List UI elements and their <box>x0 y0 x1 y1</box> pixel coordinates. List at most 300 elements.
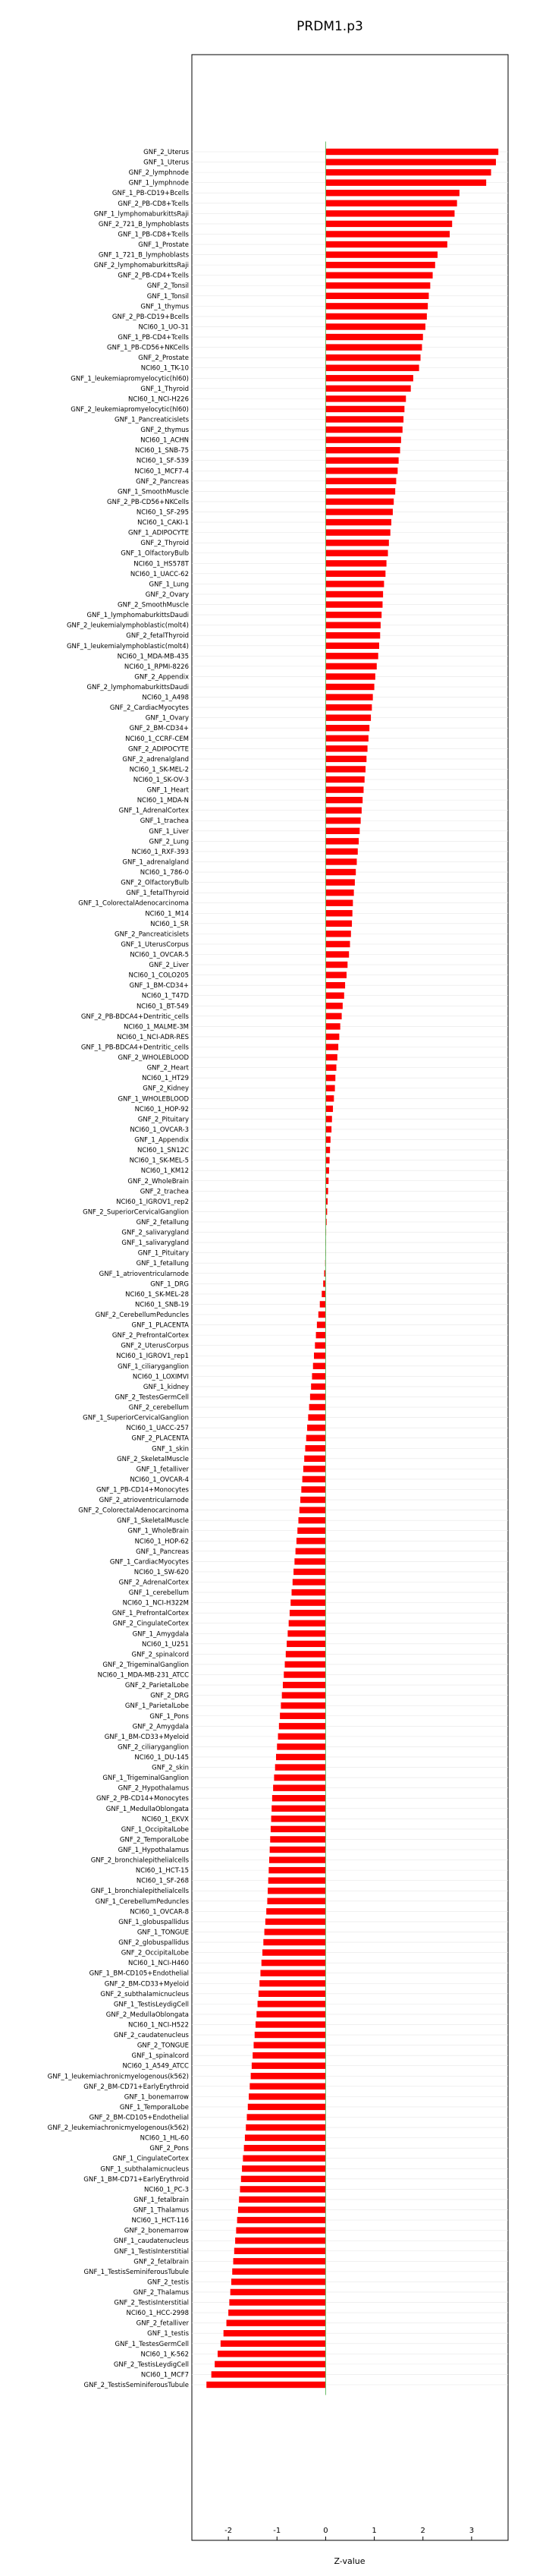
category-label: GNF_2_OccipitalLobe <box>121 1949 189 1957</box>
bar <box>325 869 356 875</box>
x-axis-label: Z-value <box>334 2556 366 2566</box>
category-label: NCI60_1_HCT-15 <box>135 1867 189 1875</box>
category-label: GNF_2_TestisSeminiferousTubule <box>83 2382 189 2389</box>
bar <box>325 395 406 402</box>
category-label: GNF_2_PB-CD8+Tcells <box>118 200 189 208</box>
category-label: NCI60_1_NCI-H322M <box>122 1599 189 1608</box>
bar <box>293 1569 325 1575</box>
bar <box>234 2258 326 2264</box>
category-label: GNF_1_Uterus <box>143 159 189 167</box>
category-label: GNF_1_Pons <box>149 1712 189 1721</box>
bar <box>308 1414 325 1420</box>
bar <box>325 1136 330 1142</box>
bar <box>311 1384 325 1390</box>
category-label: GNF_2_TrigeminalGanglion <box>102 1661 189 1669</box>
bar <box>238 2206 325 2212</box>
category-label: GNF_1_Tonsil <box>146 292 189 301</box>
category-label: GNF_1_PB-BDCA4+Dentritic_cells <box>80 1044 189 1052</box>
bar <box>240 2186 326 2192</box>
category-label: NCI60_1_SK-MEL-5 <box>129 1157 189 1165</box>
bar <box>224 2330 326 2336</box>
category-label: GNF_1_721_B_lymphoblasts <box>98 251 189 260</box>
category-label: GNF_1_adrenalgland <box>122 858 189 867</box>
category-label: GNF_2_Thalamus <box>133 2288 189 2297</box>
category-label: GNF_1_Thalamus <box>133 2206 189 2215</box>
bar <box>271 1815 326 1822</box>
bar <box>325 673 375 679</box>
bar <box>325 529 390 535</box>
category-label: GNF_2_bonemarrow <box>124 2227 189 2235</box>
category-label: GNF_2_fetalliver <box>136 2319 189 2328</box>
bar <box>325 540 388 546</box>
category-label: NCI60_1_MDA-MB-231_ATCC <box>97 1671 189 1680</box>
bar <box>325 1013 341 1019</box>
category-label: NCI60_1_M14 <box>145 910 189 918</box>
bar <box>270 1847 326 1853</box>
bar <box>251 2073 326 2079</box>
category-label: NCI60_1_HOP-62 <box>134 1538 189 1546</box>
category-label: GNF_1_Appendix <box>134 1136 189 1145</box>
category-label: GNF_2_AdrenalCortex <box>118 1579 189 1587</box>
category-label: GNF_1_globuspallidus <box>118 1918 189 1926</box>
bar <box>325 303 428 309</box>
category-label: GNF_2_trachea <box>140 1188 189 1196</box>
category-label: GNF_1_TrigeminalGanglion <box>102 1775 189 1783</box>
category-label: GNF_2_SmoothMuscle <box>118 601 189 609</box>
bar <box>325 993 344 999</box>
bar <box>325 714 371 720</box>
category-label: NCI60_1_MCF7-4 <box>134 468 189 476</box>
category-label: NCI60_1_SK-MEL-2 <box>129 766 189 774</box>
bar <box>270 1836 325 1842</box>
category-label: NCI60_1_CAKI-1 <box>137 519 189 527</box>
category-label: NCI60_1_HT29 <box>142 1075 189 1083</box>
bar <box>325 776 364 783</box>
bar <box>325 910 352 916</box>
category-label: GNF_1_TestisInterstitial <box>114 2247 189 2256</box>
category-label: GNF_1_Amygdala <box>132 1630 189 1639</box>
category-label: GNF_1_DRG <box>150 1280 189 1289</box>
category-label: GNF_1_TONGUE <box>136 1929 189 1937</box>
category-label: GNF_2_Ovary <box>145 590 189 599</box>
category-label: NCI60_1_HCC-2998 <box>126 2310 189 2318</box>
bar <box>325 447 400 453</box>
bar <box>317 1321 326 1327</box>
bar <box>325 817 360 824</box>
category-label: NCI60_1_NCI-H226 <box>127 395 189 404</box>
bar <box>325 416 403 422</box>
category-label: GNF_2_TONGUE <box>136 2042 189 2050</box>
category-label: GNF_1_TestesGermCell <box>115 2340 189 2348</box>
bar <box>325 221 452 227</box>
bar <box>259 1991 326 1997</box>
bar <box>325 807 361 813</box>
bar <box>287 1641 325 1647</box>
category-label: GNF_1_bonemarrow <box>124 2093 189 2102</box>
category-label: GNF_2_SkeletalMuscle <box>117 1455 189 1463</box>
bar <box>325 828 359 834</box>
category-label: GNF_1_fetalThyroid <box>126 890 189 898</box>
category-label: GNF_2_caudatenucleus <box>113 2032 189 2040</box>
category-label: GNF_1_lymphnode <box>128 179 189 187</box>
bar <box>325 354 420 361</box>
category-label: NCI60_1_MDA-MB-435 <box>117 653 189 661</box>
bar <box>325 1085 334 1091</box>
bar <box>305 1445 325 1451</box>
category-label: GNF_2_PB-CD14+Monocytes <box>96 1795 189 1803</box>
category-label: GNF_1_OccipitalLobe <box>121 1825 189 1834</box>
bar <box>232 2269 325 2275</box>
bar <box>325 1064 336 1070</box>
category-label: NCI60_1_NCI-H460 <box>127 1960 189 1968</box>
bar <box>325 1075 335 1081</box>
category-label: GNF_2_Prostate <box>138 354 189 363</box>
bar <box>218 2351 325 2357</box>
bar <box>325 200 457 206</box>
category-label: GNF_1_fetalliver <box>136 1466 189 1474</box>
bar <box>313 1363 326 1369</box>
bar <box>237 2217 326 2223</box>
bar <box>325 293 428 299</box>
category-label: NCI60_1_HOP-92 <box>134 1105 189 1113</box>
category-label: GNF_2_Tonsil <box>146 282 189 291</box>
category-label: GNF_2_Thyroid <box>140 540 189 548</box>
bar <box>325 900 353 906</box>
bar <box>325 313 426 320</box>
bar <box>316 1332 326 1338</box>
category-label: GNF_2_WHOLEBLOOD <box>118 1054 189 1063</box>
bar <box>325 951 349 957</box>
category-label: GNF_1_Pancreas <box>136 1548 189 1556</box>
category-label: GNF_2_ColorectalAdenocarcinoma <box>78 1507 189 1515</box>
category-label: GNF_1_thymus <box>140 303 189 311</box>
category-label: GNF_1_PrefrontalCortex <box>111 1610 189 1618</box>
bar <box>236 2227 325 2233</box>
category-label: GNF_1_bronchialepithelialcells <box>90 1888 189 1896</box>
category-label: GNF_2_testis <box>147 2278 189 2287</box>
bar <box>271 1826 325 1832</box>
category-label: GNF_2_thymus <box>140 427 189 435</box>
bar <box>325 643 379 649</box>
bar <box>259 1980 325 1986</box>
bar <box>271 1806 325 1812</box>
category-label: GNF_1_fetallung <box>136 1260 189 1268</box>
category-label: GNF_2_Pancreas <box>136 477 189 486</box>
bar <box>297 1538 325 1544</box>
bar <box>325 468 397 474</box>
category-label: GNF_1_caudatenucleus <box>113 2237 189 2246</box>
bar <box>325 725 369 731</box>
category-label: GNF_1_BM-CD33+Myeloid <box>104 1733 189 1741</box>
bar <box>325 1095 334 1101</box>
category-label: GNF_1_Hypothalamus <box>118 1847 189 1855</box>
category-label: NCI60_1_SNB-19 <box>135 1301 189 1309</box>
category-label: GNF_2_adrenalgland <box>122 755 189 764</box>
category-label: GNF_1_cerebellum <box>128 1589 189 1598</box>
category-label: GNF_1_trachea <box>140 817 189 826</box>
bar-layer <box>206 149 498 2388</box>
bar <box>239 2197 325 2203</box>
bar <box>253 2042 325 2048</box>
bar <box>252 2063 326 2069</box>
category-label: GNF_2_PB-BDCA4+Dentritic_cells <box>80 1012 189 1021</box>
category-label: GNF_2_PLACENTA <box>131 1434 189 1443</box>
bar <box>260 1970 325 1976</box>
bar <box>322 1291 325 1297</box>
bar <box>268 1867 325 1873</box>
bar <box>290 1599 325 1605</box>
bar <box>325 797 362 803</box>
bar <box>300 1507 326 1513</box>
bar <box>275 1764 326 1770</box>
bar <box>325 406 404 412</box>
bar <box>325 921 352 927</box>
category-label: NCI60_1_PC-3 <box>143 2186 189 2194</box>
x-tick-label: -2 <box>224 2527 233 2535</box>
category-label: GNF_1_Heart <box>146 786 189 795</box>
bar <box>285 1661 326 1667</box>
bar <box>325 1147 330 1153</box>
bar <box>325 756 366 762</box>
bar <box>300 1497 325 1503</box>
bar <box>290 1610 325 1616</box>
category-label: GNF_2_Hypothalamus <box>118 1784 189 1793</box>
category-label: GNF_1_CingulateCortex <box>112 2155 189 2163</box>
category-label: NCI60_1_U251 <box>142 1640 189 1649</box>
category-label: GNF_1_SkeletalMuscle <box>117 1517 189 1526</box>
bar <box>325 745 367 751</box>
bar <box>294 1558 325 1564</box>
category-label: GNF_2_SuperiorCervicalGanglion <box>83 1208 189 1217</box>
category-label: NCI60_1_LOXIMVI <box>132 1373 189 1381</box>
bar <box>325 591 383 597</box>
bar <box>227 2319 326 2326</box>
category-label: GNF_1_PLACENTA <box>131 1321 189 1330</box>
category-label: GNF_1_BM-CD71+EarlyErythroid <box>83 2175 189 2184</box>
grid-layer <box>192 152 508 2385</box>
category-label: GNF_1_atrioventricularnode <box>99 1270 189 1278</box>
bar <box>243 2156 325 2162</box>
category-label: NCI60_1_SNB-75 <box>135 447 189 455</box>
category-label: NCI60_1_IGROV1_rep2 <box>116 1198 189 1206</box>
bar <box>258 2001 326 2007</box>
bar <box>325 231 450 237</box>
bar <box>234 2248 326 2254</box>
bar <box>318 1312 326 1318</box>
bar <box>231 2289 326 2295</box>
bar <box>206 2382 325 2388</box>
bar <box>325 931 350 937</box>
bar <box>325 149 498 155</box>
category-label: GNF_1_WholeBrain <box>127 1527 189 1535</box>
category-label: NCI60_1_T47D <box>141 992 189 1000</box>
category-label: NCI60_1_SF-539 <box>136 457 189 465</box>
category-label: GNF_1_PB-CD8+Tcells <box>118 231 189 239</box>
category-label: GNF_2_TestisLeydigCell <box>113 2360 189 2369</box>
category-label: NCI60_1_UACC-62 <box>130 570 189 578</box>
category-label: NCI60_1_UO-31 <box>138 323 189 332</box>
category-label: GNF_1_BM-CD105+Endothelial <box>89 1970 189 1978</box>
bar <box>221 2341 326 2347</box>
category-label: GNF_1_TestisLeydigCell <box>113 2001 189 2009</box>
category-label: GNF_1_subthalamicnucleus <box>100 2165 189 2174</box>
category-label: NCI60_1_SW-620 <box>133 1568 189 1576</box>
category-label: NCI60_1_SR <box>150 920 189 928</box>
bar <box>325 427 402 433</box>
category-label: NCI60_1_K-562 <box>140 2351 189 2359</box>
category-label: GNF_2_Heart <box>146 1064 189 1072</box>
category-label: GNF_1_MedullaOblongata <box>105 1805 189 1813</box>
bar <box>281 1702 325 1708</box>
category-label: GNF_1_TestisSeminiferousTubule <box>83 2268 189 2276</box>
category-label: GNF_1_skin <box>152 1445 189 1453</box>
bar <box>325 972 347 978</box>
category-label: GNF_2_BM-CD33+Myeloid <box>104 1980 189 1989</box>
bar <box>325 190 459 196</box>
category-label: NCI60_1_786-0 <box>140 869 189 877</box>
category-label: GNF_2_Pancreaticislets <box>114 931 189 939</box>
category-label: NCI60_1_MALME-3M <box>124 1023 189 1031</box>
bar <box>279 1723 326 1729</box>
category-label: GNF_1_WHOLEBLOOD <box>118 1095 189 1104</box>
category-label: GNF_2_DRG <box>150 1692 189 1700</box>
category-label: NCI60_1_TK-10 <box>140 364 189 373</box>
x-tick-label: 0 <box>323 2527 328 2535</box>
bar <box>268 1888 325 1894</box>
bar <box>246 2124 325 2130</box>
bar <box>325 436 400 442</box>
category-label: GNF_2_leukemiachronicmyelogenous(k562) <box>47 2124 189 2133</box>
category-label: GNF_1_Pancreaticislets <box>114 416 189 424</box>
category-label: NCI60_1_UACC-257 <box>126 1425 189 1433</box>
category-label: GNF_2_TestesGermCell <box>115 1393 189 1402</box>
bar <box>246 2114 325 2120</box>
bar <box>253 2052 325 2058</box>
bar <box>325 1167 328 1173</box>
category-label: GNF_2_lymphomaburkittsDaudi <box>86 683 189 691</box>
bar <box>325 786 363 792</box>
bar <box>287 1630 325 1636</box>
category-label: NCI60_1_BT-549 <box>136 1003 189 1011</box>
bar <box>303 1466 326 1472</box>
bar <box>248 2104 326 2110</box>
category-label: GNF_2_Uterus <box>143 149 189 156</box>
bar <box>274 1775 325 1781</box>
bar <box>320 1301 326 1307</box>
bar <box>280 1713 325 1719</box>
bar <box>325 560 386 566</box>
category-label: GNF_1_leukemiapromyelocytic(hl60) <box>71 375 189 383</box>
category-label: GNF_2_PB-CD19+Bcells <box>111 313 189 321</box>
category-label: GNF_2_CardiacMyocytes <box>109 704 189 713</box>
category-label: NCI60_1_EKVX <box>141 1815 189 1824</box>
category-label: GNF_1_lymphomaburkittsRaji <box>93 210 189 219</box>
bar <box>325 344 422 350</box>
x-tick-label: 1 <box>372 2527 377 2535</box>
bar <box>325 1126 331 1132</box>
bar <box>325 179 486 185</box>
bar <box>325 879 354 885</box>
bar <box>325 550 388 556</box>
bar <box>256 2011 325 2017</box>
bar <box>293 1579 326 1585</box>
bar <box>277 1743 325 1749</box>
bar <box>312 1373 325 1379</box>
category-label: GNF_2_BM-CD34+ <box>129 725 189 733</box>
category-label: GNF_2_UterusCorpus <box>121 1342 189 1350</box>
bar <box>325 334 422 340</box>
bar <box>284 1671 325 1677</box>
bar <box>325 571 385 577</box>
category-label: GNF_2_fetallung <box>136 1218 189 1227</box>
bar <box>325 1157 329 1163</box>
category-label: GNF_1_testis <box>147 2330 189 2338</box>
bar <box>249 2093 325 2099</box>
bar <box>325 1003 342 1009</box>
category-label: NCI60_1_SF-268 <box>136 1877 189 1885</box>
category-label: GNF_1_UterusCorpus <box>121 940 189 949</box>
category-label: GNF_1_BM-CD34+ <box>129 982 189 990</box>
category-label: GNF_2_lymphomaburkittsRaji <box>93 262 189 270</box>
bar <box>282 1692 326 1698</box>
bar <box>267 1898 325 1904</box>
bar <box>306 1434 326 1441</box>
bar <box>263 1939 325 1945</box>
bar <box>310 1393 326 1400</box>
category-label: GNF_2_fetalbrain <box>133 2258 189 2266</box>
bar <box>325 1034 339 1040</box>
category-label: GNF_1_fetalbrain <box>133 2196 189 2204</box>
bar <box>325 653 378 659</box>
category-label: GNF_1_leukemialymphoblastic(molt4) <box>66 642 189 650</box>
bar <box>292 1589 326 1595</box>
bar <box>325 1044 338 1050</box>
bar <box>325 509 393 515</box>
category-label: GNF_2_BM-CD105+Endothelial <box>89 2114 189 2122</box>
bar <box>325 488 395 494</box>
category-label: GNF_2_721_B_lymphoblasts <box>98 220 189 228</box>
bar <box>301 1486 325 1492</box>
category-label: GNF_1_CardiacMyocytes <box>109 1558 189 1567</box>
category-label: GNF_2_PB-CD56+NKCells <box>107 498 189 506</box>
category-label: NCI60_1_NCI-H522 <box>127 2021 189 2030</box>
category-label: GNF_2_MedullaOblongata <box>105 2011 189 2019</box>
category-label: GNF_1_Pituitary <box>137 1249 189 1258</box>
bar <box>307 1425 325 1431</box>
bar <box>325 375 413 381</box>
bar <box>297 1528 325 1534</box>
category-label: GNF_1_TemporalLobe <box>119 2103 189 2112</box>
bar <box>309 1404 326 1410</box>
bar <box>231 2278 325 2285</box>
bar <box>325 941 350 947</box>
category-label: GNF_1_kidney <box>143 1383 189 1391</box>
category-label: GNF_1_Lung <box>149 581 189 589</box>
category-label: GNF_2_bronchialepithelialcells <box>90 1856 189 1865</box>
bar <box>244 2145 326 2151</box>
category-label: GNF_1_Ovary <box>145 714 189 723</box>
bar <box>325 241 447 247</box>
bar <box>325 581 384 587</box>
category-label: NCI60_1_NCI-ADR-RES <box>117 1033 189 1041</box>
category-label: GNF_1_OlfactoryBulb <box>121 550 189 558</box>
category-label: GNF_1_PB-CD14+Monocytes <box>96 1486 189 1494</box>
bar <box>325 612 381 618</box>
category-label: GNF_2_CerebellumPeduncles <box>95 1312 189 1320</box>
x-tick-label: 3 <box>469 2527 475 2535</box>
category-label: GNF_2_PB-CD4+Tcells <box>118 272 189 280</box>
chart-title: PRDM1.p3 <box>297 19 363 34</box>
